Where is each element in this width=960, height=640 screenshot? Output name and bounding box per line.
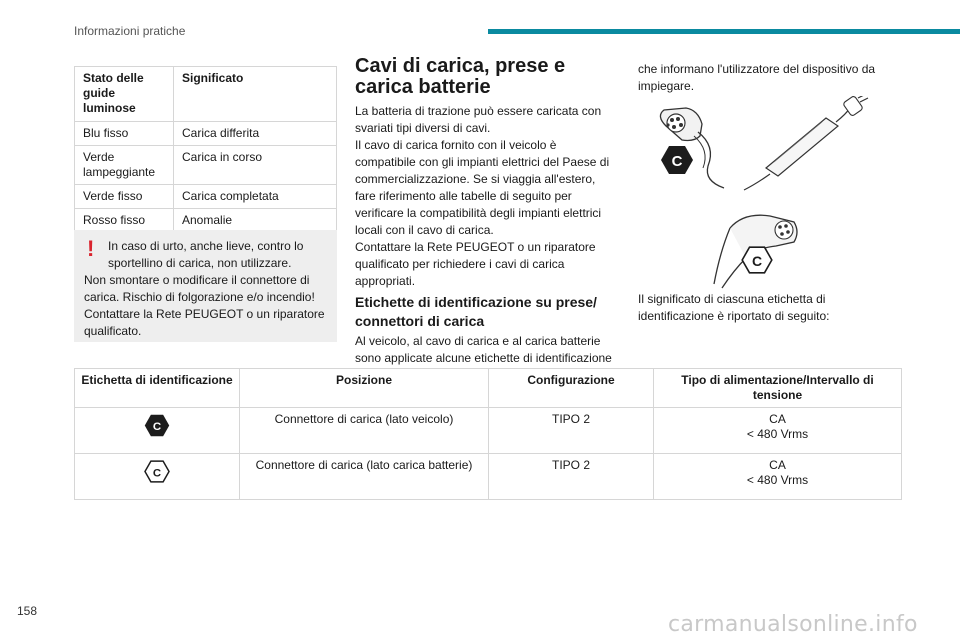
table-row	[75, 408, 902, 454]
voltage-range: < 480 Vrms	[746, 427, 809, 441]
badge-letter: C	[751, 253, 763, 269]
table-cell: Carica completata	[174, 185, 337, 209]
subsection-body: Al veicolo, al cavo di carica e al carica batterie sono applicate alcune etichette di identificazione	[355, 334, 612, 365]
label-badge-filled	[660, 145, 694, 175]
table-row	[75, 146, 337, 185]
warning-text: Non smontare o modificare il connettore di carica. Rischio di folgorazione e/o incendio! Contattare la Rete PEUGEOT o un riparatore qualificato.	[84, 273, 325, 338]
table-header-cell: Posizione	[240, 369, 489, 408]
table-cell: Carica in corso	[174, 146, 337, 185]
table-cell: TIPO 2	[489, 408, 654, 454]
paragraph: Il cavo di carica fornito con il veicolo è compatibile con gli impianti elettrici del Paese di commercializzazione. Se si viaggia all'estero, fare riferimento alle tabelle di seguito per verificare la compatibilità degli impianti elettrici locali con il cavo di carica.	[355, 138, 610, 237]
table-row	[75, 185, 337, 209]
label-badge-filled	[144, 414, 170, 437]
table-cell: Rosso fisso	[75, 209, 174, 233]
table-row	[75, 454, 902, 500]
table-row	[75, 209, 337, 233]
table-cell: Verde lampeggiante	[75, 146, 174, 185]
table-header-cell: Configurazione	[489, 369, 654, 408]
section-title: Cavi di carica, prese e carica batterie	[355, 55, 566, 98]
page-number: 158	[17, 604, 38, 618]
table-cell: Connettore di carica (lato carica batterie)	[240, 454, 489, 500]
warning-text: In caso di urto, anche lieve, contro lo sportellino di carica, non utilizzare.	[108, 239, 304, 270]
supply-type: CA	[769, 412, 786, 426]
badge-letter: C	[152, 467, 162, 480]
table-header-row	[75, 67, 337, 122]
table-cell: Anomalie	[174, 209, 337, 233]
paragraph: Il significato di ciascuna etichetta di identificazione è riportato di seguito:	[638, 292, 830, 323]
table-cell: TIPO 2	[489, 454, 654, 500]
table-cell: Connettore di carica (lato veicolo)	[240, 408, 489, 454]
table-cell	[654, 408, 902, 454]
exclamation-icon: !	[87, 236, 95, 261]
table-row	[75, 122, 337, 146]
identification-labels-table	[74, 368, 902, 500]
voltage-range: < 480 Vrms	[746, 473, 809, 487]
running-header: Informazioni pratiche	[74, 24, 186, 38]
label-badge-outline	[144, 460, 170, 483]
table-header-cell: Stato delle guide luminose	[75, 67, 174, 122]
table-cell	[75, 454, 240, 500]
table-cell	[654, 454, 902, 500]
table-cell: Verde fisso	[75, 185, 174, 209]
badge-letter: C	[152, 421, 162, 434]
paragraph: Contattare la Rete PEUGEOT o un riparatore qualificato per richiedere i cavi di carica appropriati.	[355, 240, 596, 288]
badge-letter: C	[671, 153, 683, 170]
table-cell	[75, 408, 240, 454]
section-body	[355, 103, 617, 290]
table-cell: Blu fisso	[75, 122, 174, 146]
table-header-cell: Significato	[174, 67, 337, 122]
watermark: carmanualsonline.info	[668, 612, 918, 637]
table-cell: Carica differita	[174, 122, 337, 146]
warning-box	[74, 230, 337, 342]
header-accent-bar	[488, 29, 960, 34]
status-lights-table	[74, 66, 337, 233]
label-badge-outline	[741, 246, 773, 274]
paragraph: che informano l'utilizzatore del dispositivo da impiegare.	[638, 62, 876, 93]
table-header-row	[75, 369, 902, 408]
supply-type: CA	[769, 458, 786, 472]
paragraph: La batteria di trazione può essere caricata con svariati tipi diversi di cavi.	[355, 104, 602, 135]
subsection-title: Etichette di identificazione su prese/ connettori di carica	[355, 294, 597, 329]
table-header-cell: Etichetta di identificazione	[75, 369, 240, 408]
table-header-cell: Tipo di alimentazione/Intervallo di tensione	[654, 369, 902, 408]
